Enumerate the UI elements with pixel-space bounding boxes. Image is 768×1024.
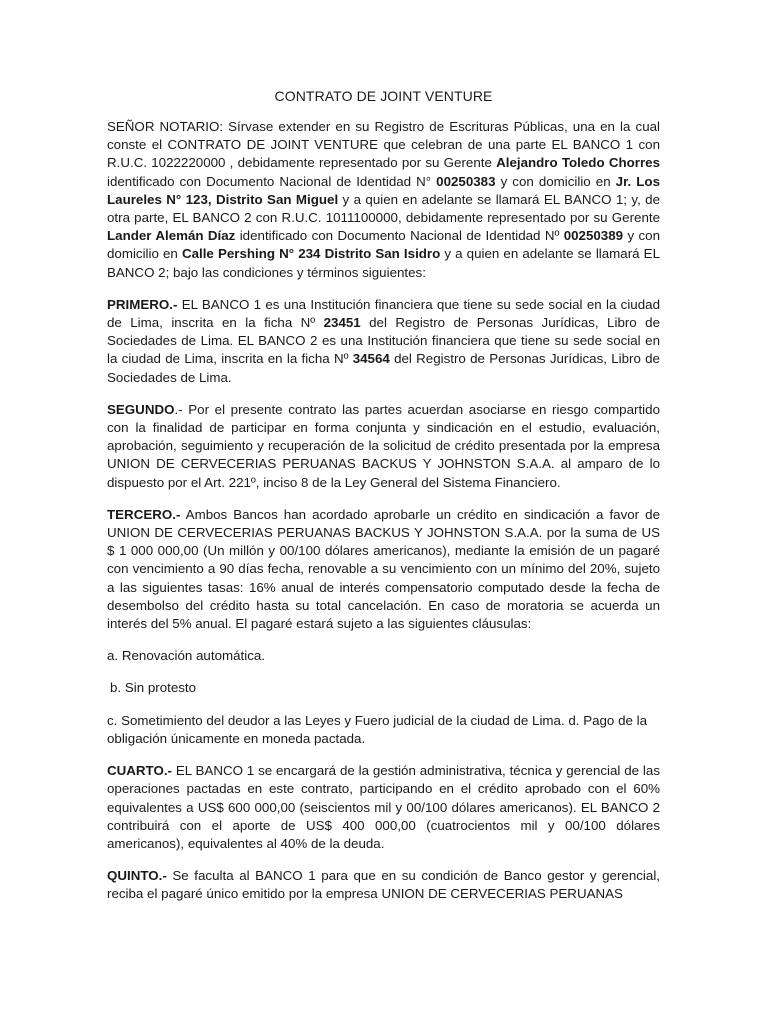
clause-text: EL BANCO 1 es una Institución financiera que tiene su sede social en la ciudad de Lima, inscrita en la ficha Nº	[107, 296, 660, 331]
document-page	[107, 88, 660, 918]
intro-text: y a quien en adelante se llamará EL BANCO 1; y, de otra parte, EL BANCO 2 con R.U.C. 1011100000, debidamente representado por su Gerente	[107, 191, 660, 226]
intro-text: y con domicilio en	[107, 228, 660, 262]
clause-label: QUINTO.-	[107, 868, 167, 884]
sub-clause-cd: c. Sometimiento del deudor a las Leyes y Fuero judicial de la ciudad de Lima. d. Pago de la obligación únicamente en moneda pactada.	[107, 712, 647, 746]
intro-bold: Calle Pershing N° 234 Distrito San Isidro	[181, 246, 441, 262]
intro-bold: 00250389	[563, 228, 624, 244]
clause-bold: 23451	[323, 315, 361, 331]
document-title: CONTRATO DE JOINT VENTURE	[274, 88, 493, 104]
clause-text: Se faculta al BANCO 1 para que en su condición de Banco gestor y gerencial, reciba el pagaré único emitido por la empresa UNION DE CERVECERIAS PERUANAS	[107, 868, 660, 902]
sub-clause-a: a. Renovación automática.	[107, 648, 265, 664]
clause-label: SEGUNDO	[107, 401, 175, 417]
intro-bold: Lander Alemán Díaz	[107, 228, 236, 244]
clause-text: del Registro de Personas Jurídicas, Libro de Sociedades de Lima.	[107, 351, 660, 385]
clause-primero	[107, 296, 660, 387]
intro-bold: Jr. Los Laureles N° 123, Distrito San Miguel	[107, 173, 660, 207]
intro-bold: Alejandro Toledo Chorres	[496, 155, 660, 171]
intro-text: y con domicilio en	[495, 173, 616, 189]
clause-text: EL BANCO 1 se encargará de la gestión administrativa, técnica y gerencial de las operaciones pactadas en este contrato, participando en el crédito aprobado con el 60% equivalentes a US$ 600 000,00 (seiscientos mil y 00/100 dólares americanos). EL BANCO 2 contribuirá con el aporte de US$ 400 000,00 (cuatrocientos mil y 00/100 dólares americanos), equivalentes al 40% de la deuda.	[107, 763, 660, 851]
clause-text: .- Por el presente contrato las partes acuerdan asociarse en riesgo compartido con la finalidad de participar en forma conjunta y sindicación en el estudio, evaluación, aprobación, seguimiento y recuperación de la solicitud de crédito presentada por la empresa UNION DE CERVECERIAS PERUANAS BACKUS Y JOHNSTON S.A.A. al amparo de lo dispuesto por el Art. 221º, inciso 8 de la Ley General del Sistema Financiero.	[107, 401, 660, 490]
clause-tercero	[107, 506, 660, 633]
intro-text: y a quien en adelante se llamará EL BANCO 2; bajo las condiciones y términos siguientes:	[107, 246, 660, 280]
intro-text: SEÑOR NOTARIO: Sírvase extender en su Registro de Escrituras Públicas, una en la cual conste el CONTRATO DE JOINT VENTURE que celebran de una parte EL BANCO 1 con R.U.C. 1022220000 , debidamente representado por su Gerente	[107, 119, 660, 171]
clause-text: del Registro de Personas Jurídicas, Libro de Sociedades de Lima. EL BANCO 2 es una Institución financiera que tiene su sede social en la ciudad de Lima, inscrita en la ficha Nº	[107, 315, 660, 367]
clause-cuarto	[107, 762, 660, 853]
clause-label: TERCERO.-	[107, 506, 181, 522]
clause-label: CUARTO.-	[107, 763, 172, 779]
intro-paragraph	[107, 118, 660, 282]
clause-bold: 34564	[352, 351, 390, 367]
clause-quinto	[107, 867, 660, 903]
sub-clause-b: b. Sin protesto	[110, 680, 197, 696]
intro-text: identificado con Documento Nacional de Identidad Nº	[235, 228, 564, 244]
intro-bold: 00250383	[436, 173, 496, 189]
clause-segundo	[107, 401, 660, 492]
intro-text: identificado con Documento Nacional de Identidad N°	[107, 173, 437, 189]
clause-text: Ambos Bancos han acordado aprobarle un crédito en sindicación a favor de UNION DE CERVECERIAS PERUANAS BACKUS Y JOHNSTON S.A.A. por la suma de US $ 1 000 000,00 (Un millón y 00/100 dólares americanos), mediante la emisión de un pagaré con vencimiento a 90 días fecha, renovable a su vencimiento con un mínimo del 20%, sujeto a las siguientes tasas: 16% anual de interés compensatorio computado desde la fecha de desembolso del crédito hasta su total cancelación. En caso de moratoria se acuerda un interés del 5% anual. El pagaré estará sujeto a las siguientes cláusulas:	[107, 506, 660, 632]
clause-label: PRIMERO.-	[107, 296, 178, 312]
